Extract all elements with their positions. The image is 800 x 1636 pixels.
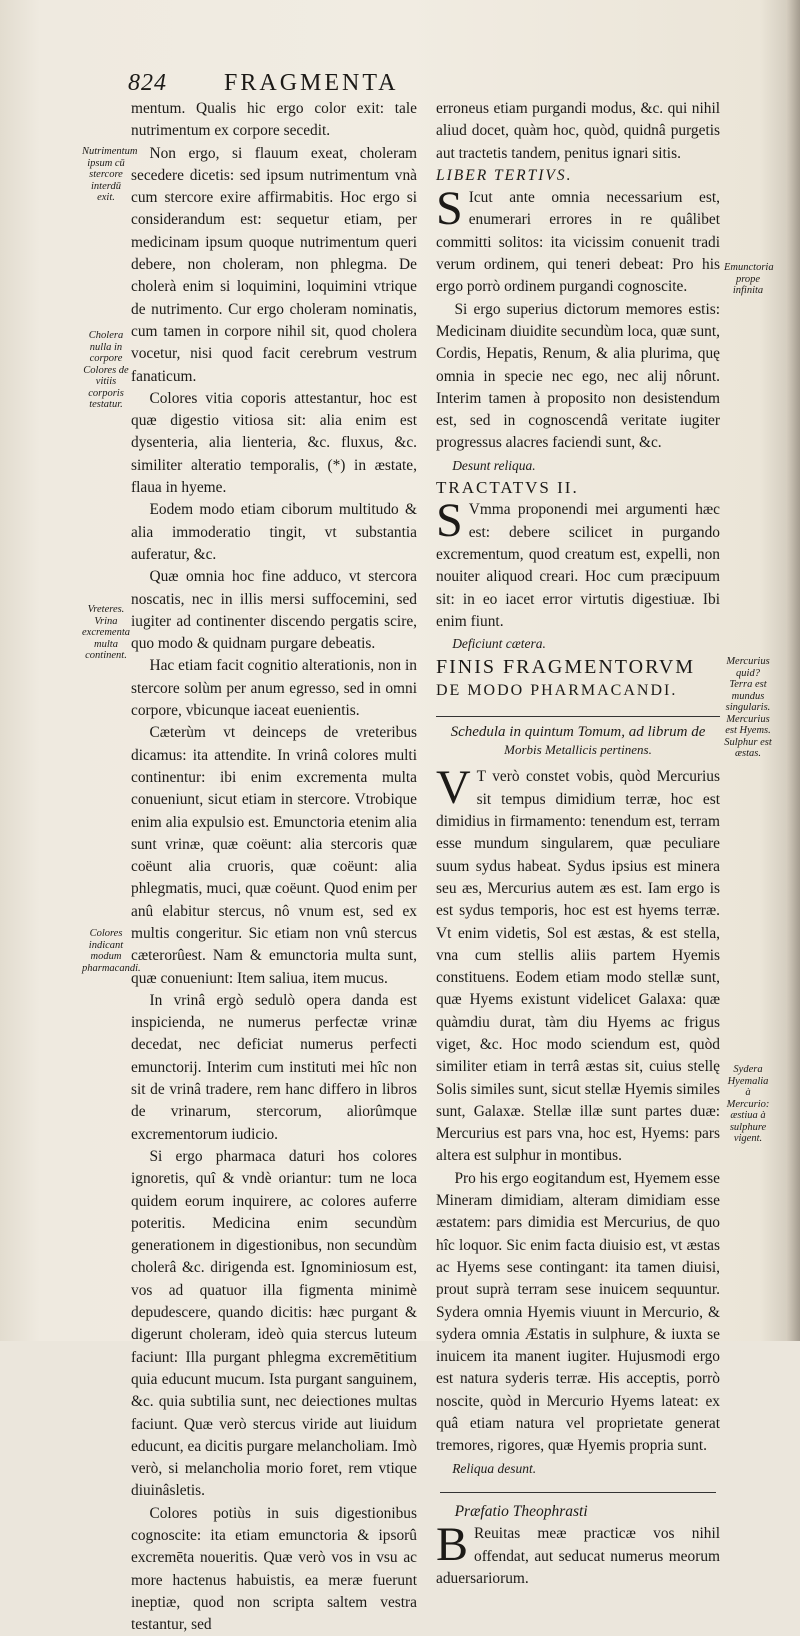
left-column	[131, 98, 417, 1636]
margin-note-cholera: Cholera nulla in corpore Colores de vitiis corporis testatur.	[83, 330, 129, 410]
paragraph: Reuitas meæ practicæ vos nihil offendat, aut seducat numerus meorum aduersariorum.	[436, 1525, 720, 1587]
page-number: 824	[128, 70, 167, 96]
paragraph: In vrinâ ergò sedulò opera danda est inspicienda, ne numerus perfectæ vrinæ decedat, nec deficiat numerus perfecti emunctorij. Interim cum instituti mei hîc non sit de vrinâ tradere, rem hanc differo in libros de vrinarum, stercorum, aliorûmque excrementorum iudicio.	[131, 991, 417, 1143]
drop-cap: B	[436, 1518, 469, 1572]
schedula-title-line1: Schedula in quintum Tomum, ad librum de	[450, 724, 706, 741]
margin-note-mercurius: Mercurius quid? Terra est mundus singularis. Mercurius est Hyems. Sulphur est æstas.	[724, 656, 772, 759]
paragraph: Eodem modo etiam ciborum multitudo & alia immoderatio tingit, vt substantia auferatur, &c.	[131, 501, 417, 563]
drop-cap: S	[436, 182, 463, 236]
paragraph: erroneus etiam purgandi modus, &c. qui nihil aliud docet, quàm hoc, quòd, quidnâ purgetis aut tractetis tandem, penitus ignari sitis.	[436, 100, 720, 162]
running-title: FRAGMENTA	[224, 70, 399, 96]
margin-note-nutrimentum: Nutrimentum ipsum cū stercore interdū exit.	[82, 146, 138, 203]
finis-heading-line1: FINIS FRAGMENTORVM	[436, 656, 696, 679]
paragraph: Hac etiam facit cognitio alterationis, non in stercore solùm per anum egresso, sed in omni corpore, vbicunque iaceat euenientis.	[131, 657, 417, 720]
margin-note-vreteres: Vreteres. Vrina excrementa multa continent.	[82, 604, 130, 661]
paragraph: Si ergo pharmaca daturi hos colores ignoretis, quî & vndè oriantur: tum ne loca quidem eorum inquirere, ac colores auferre poteritis. Medicina enim secundùm generationem in digestionibus, non secundùm cholerâ &c. dirigenda est. Ignominiosum est, vos ad quatuor illa figmenta minimè depudescere, quando dicitis: hæc purgant & digerunt choleram, ideò quia stercus luteum faciunt: Illa purgant phlegma excremētitium quia educunt mucum. Ista purgant sanguinem, &c. quia subtilia sunt, nec deiectiones multas faciunt. Quæ verò stercus viride aut liuidum educunt, ea dicitis purgare melancholiam. Imò verò, si melancholia morio foret, rem vtique diuinâsletis.	[131, 1147, 417, 1500]
desunt-note: Desunt reliqua.	[452, 457, 536, 473]
paragraph: Quæ omnia hoc fine adduco, vt stercora noscatis, nec in illis mersi suffocemini, sed iugiter ad continenter discendo pergatis scire, quo modo & quidnam purgare debeatis.	[131, 568, 417, 653]
margin-note-sydera: Sydera Hyemalia à Mercurio: æstiua à sulphure vigent.	[726, 1064, 770, 1144]
section-rule	[436, 716, 720, 717]
paragraph: mentum. Qualis hic ergo color exit: tale nutrimentum ex corpore secedit.	[131, 100, 417, 140]
tractatus-heading: TRACTATVS II.	[436, 478, 579, 498]
paragraph: Si ergo superius dictorum memores estis: Medicinam diuidite secundùm loca, quæ sunt, Cordis, Hepatis, Renum, & alia plurima, quę omnia in specie nec ego, nec alij nôrunt. Interim tamen à proposito non desistendum est, sed in cognoscendâ veritate iugiter progressus alacres faciendi sunt, &c.	[436, 300, 720, 452]
paragraph: Icut ante omnia necessarium est, enumerari errores in re quâlibet committi solitos: ita vicissim conuenit tradi verum ordinem, qui teneri debeat: Pro his ergo porrò ordinem purgandi cognoscite.	[436, 189, 720, 296]
drop-cap: V	[436, 761, 471, 815]
deficiunt-note: Deficiunt cætera.	[452, 636, 546, 652]
reliqua-note: Reliqua desunt.	[452, 1460, 537, 1476]
praefatio-heading: Præfatio Theophrasti	[454, 1502, 588, 1520]
section-rule	[440, 1492, 716, 1493]
schedula-title-line2: Morbis Metallicis pertinens.	[504, 742, 652, 758]
schedula-title	[436, 723, 720, 758]
margin-note-emunctoria: Emunctoria prope infinita	[724, 262, 774, 296]
finis-heading-line2: DE MODO PHARMACANDI.	[436, 682, 678, 700]
paragraph: T verò constet vobis, quòd Mercurius sit tempus dimidium terræ, hoc est dimidius in firmamento: tenendum est, terram esse mundum singularem, quæ peculiare suum sydus habeat. Sydus ipsius est minera seu æs, Mercurius autem æs est. Iam ergo is est sydus temporis, hoc est est hyems terræ. Vt enim videtis, Sol est æstas, & est stella, vna cum stellis aliis partem Hyemis constituens. Eodem etiam modo stellæ sunt, quæ Hyems existunt videlicet Galaxa: quæ quàmdiu durat, tàm diu Hyems ac frigus viget, &c. Hoc modo sciendum est, quòd similiter etiam in terrâ æstas sit, cuius stellę Solis similes sunt, sicut stellæ Hyemis similes sunt, Galaxæ. Stellæ illæ sunt partes duæ: Mercurius est pars vna, hoc est, Hyems: pars altera est sulphur in montibus.	[436, 768, 720, 1165]
drop-cap: S	[436, 494, 463, 548]
right-column	[436, 98, 720, 1590]
liber-heading: LIBER TERTIVS.	[436, 166, 573, 184]
paragraph: Pro his ergo eogitandum est, Hyemem esse Mineram dimidiam, alteram dimidiam esse æstatem: pars dimidia est Mercurius, de quo hîc loquor. Sic enim facta diuisio est, vt æstas ac Hyems sese contingant: ita tamen diuisi, prout suprà terram sese inuicem sequuntur. Sydera omnia Hyemis viuunt in Mercurio, & sydera omnia Æstatis in sulphure, & iuxta se inuicem ita manent iugiter. Hujusmodi ergo est natura syderis terræ. His acceptis, porrò noscite, quòd in Mercurio Hyems lateat: ex quâ etiam natura vel proprietate generat tremores, rigores, quæ Hyemis propria sunt.	[436, 1169, 720, 1455]
paragraph: Non ergo, si flauum exeat, choleram secedere dicetis: sed ipsum nutrimentum vnà cum stercore exire affirmabitis. Hoc ergo si considerandum est: sequetur etiam, per medicinam ipsum quoque nutrimentum queri debere, non choleram, non phlegma. De cholerà enim si loquimini, loquimini vtrique de nutrimento. Cur ergo choleram nominatis, cum tamen in corpore nihil sit, quod cholera vocetur, nisi quod facit cerebrum vestrum fanaticum.	[131, 144, 417, 385]
facing-page-edge	[786, 0, 800, 1341]
paragraph: Vmma proponendi mei argumenti hæc est: debere scilicet in purgando excrementum, quod creatum est, expelli, non nouiter aliquod creari. Hoc cum præcipuum sit: in eo iacet error virtutis digestiuæ. Ibi enim fiunt.	[436, 501, 720, 630]
paragraph: Colores vitia coporis attestantur, hoc est quæ digestio vitiosa sit: alia enim est dysenteria, alia lienteria, &c. fluxus, &c. similiter alteratio temporalis, (*) in æstate, flaua in hyeme.	[131, 389, 417, 497]
paragraph: Colores potiùs in suis digestionibus cognoscite: ita etiam emunctoria & ipsorû excremēta noueritis. Quæ verò vos in vsu ac more hactenus habuistis, ea meræ fuerunt ineptiæ, quod non scripta saltem vestra testantur, sed	[131, 1504, 417, 1634]
paragraph: Cæterùm vt deinceps de vreteribus dicamus: ita attendite. In vrinâ colores multi continentur: ibi enim excrementa multa conueniunt, sicut etiam in stercore. Vtrobique enim alia expulsio est. Emunctoria etenim alia sunt vrinæ, quæ coëunt: alia stercoris quæ coëunt alia cruoris, quæ coëunt: alia phlegmatis, muci, quæ coëunt. Quod enim per anû elabitur stercus, nô vnum est, sed ex multis congeritur. Sic etiam non vnû stercus cæterorûest. Nam & emunctoria multa sunt, quæ conueniunt: Item saliua, item mucus.	[131, 724, 417, 987]
page-header	[128, 68, 458, 98]
margin-note-colores: Colores indicant modum pharmacandi.	[82, 928, 141, 974]
